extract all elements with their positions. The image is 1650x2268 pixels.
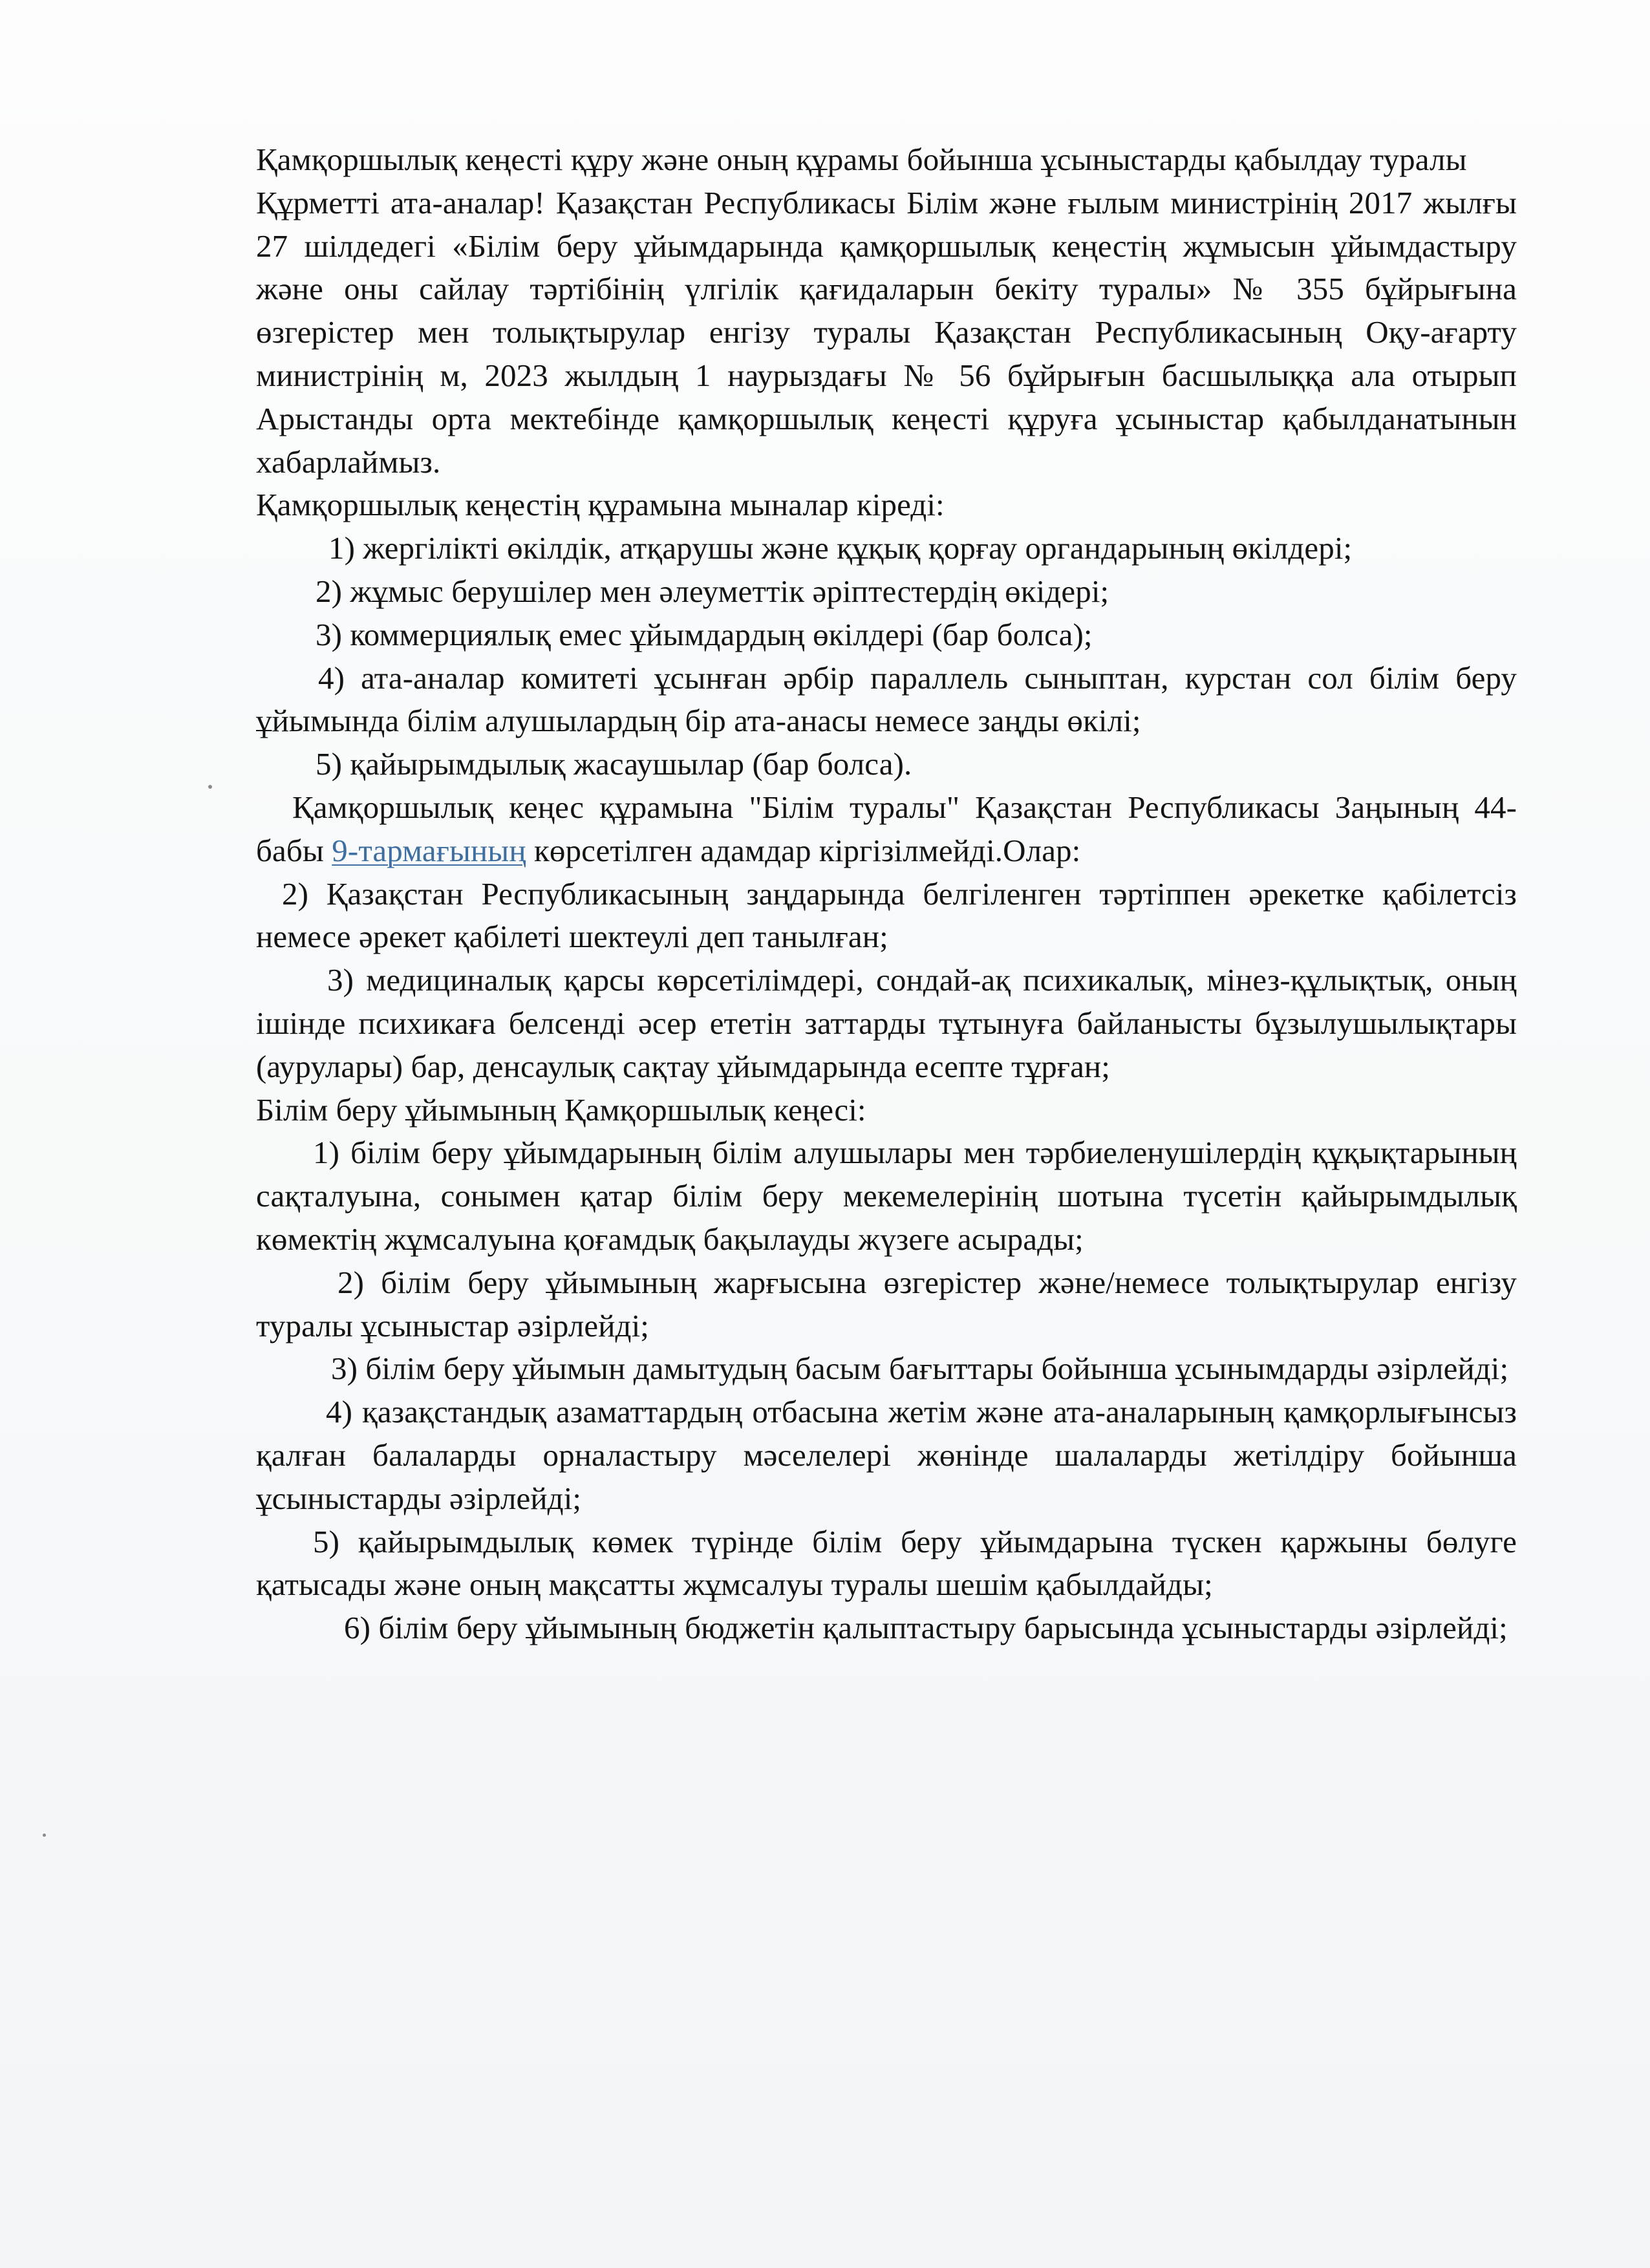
exclusion-item: 3) медициналық қарсы көрсетілімдері, сондай-ақ психикалық, мінез-құлықтық, оның ішінде психикаға белсенді әсер ететін заттарды тұтынуға байланысты бұзылушылықтары (аурулары) бар, денсаулық сақтау ұйымдарында есепте тұрған; xyxy=(256,962,1517,1084)
function-item: 1) білім беру ұйымдарының білім алушылары мен тәрбиеленушілердің құқықтарының сақталуына, сонымен қатар білім беру мекемелерінің шотына түсетін қайырымдылық көмектің жұмсалуына қоғамдық бақылауды жүзеге асырады; xyxy=(256,1135,1517,1257)
document-body xyxy=(256,138,1517,1650)
functions-heading: Білім беру ұйымының Қамқоршылық кеңесі: xyxy=(256,1091,866,1128)
exclusion-paragraph xyxy=(256,786,1517,873)
exclusion-item: 2) Қазақстан Республикасының заңдарында белгіленген тәртіппен әрекетке қабілетсіз немесе әрекет қабілеті шектеулі деп танылған; xyxy=(256,875,1517,955)
composition-item: 1) жергілікті өкілдік, атқарушы және құқық қорғау органдарының өкілдері; xyxy=(328,530,1353,566)
function-item: 5) қайырымдылық көмек түрінде білім беру ұйымдарына түскен қаржыны бөлуге қатысады және оның мақсатты жұмсалуы туралы шешім қабылдайды; xyxy=(256,1523,1517,1603)
function-item: 4) қазақстандық азаматтардың отбасына жетім және ата-аналарының қамқорлығынсыз қалған балаларды орналастыру мәселелері жөнінде шалаларды жетілдіру бойынша ұсыныстарды әзірлейді; xyxy=(256,1394,1517,1516)
law-article-link[interactable]: 9-тармағының xyxy=(332,832,526,868)
composition-item: 2) жұмыс берушілер мен әлеуметтік әріптестердің өкідері; xyxy=(316,573,1109,609)
document-title: Қамқоршылық кеңесті құру және оның құрамы бойынша ұсыныстарды қабылдау туралы xyxy=(256,142,1467,177)
composition-item: 4) ата-аналар комитеті ұсынған әрбір параллель сыныптан, курстан сол білім беру ұйымында білім алушылардың бір ата-анасы немесе заңды өкілі; xyxy=(256,659,1517,739)
composition-item: 5) қайырымдылық жасаушылар (бар болса). xyxy=(316,746,912,782)
intro-paragraph: Құрметті ата-аналар! Қазақстан Республикасы Білім және ғылым министрінің 2017 жылғы 27 шілдедегі «Білім беру ұйымдарында қамқоршылық кеңестің жұмысын ұйымдастыру және оны сайлау тәртібінің үлгілік қағидаларын бекіту туралы» № 355 бұйрығына өзгерістер мен толықтырулар енгізу туралы Қазақстан Республикасының Оқу-ағарту министрінің м, 2023 жылдың 1 наурыздағы № 56 бұйрығын басшылыққа ала отырып Арыстанды орта мектебінде қамқоршылық кеңесті құруға ұсыныстар қабылданатынын хабарлаймыз. xyxy=(256,184,1517,480)
function-item: 2) білім беру ұйымының жарғысына өзгерістер және/немесе толықтырулар енгізу туралы ұсыныстар әзірлейді; xyxy=(256,1264,1517,1343)
scan-speck xyxy=(43,1834,46,1837)
exclusion-text: Қамқоршылық кеңес құрамына "Білім туралы" Қазақстан Республикасы Заңының 44-бабы xyxy=(256,789,1517,868)
composition-item: 3) коммерциялық емес ұйымдардың өкілдері (бар болса); xyxy=(316,616,1093,652)
composition-heading: Қамқоршылық кеңестің құрамына мыналар кіреді: xyxy=(256,487,945,523)
exclusion-text-end: көрсетілген адамдар кіргізілмейді.Олар: xyxy=(526,832,1081,868)
function-item: 3) білім беру ұйымын дамытудың басым бағыттары бойынша ұсынымдарды әзірлейді; xyxy=(331,1351,1509,1387)
function-item: 6) білім беру ұйымының бюджетін қалыптастыру барысында ұсыныстарды әзірлейді; xyxy=(344,1610,1508,1646)
scan-speck xyxy=(208,785,212,789)
